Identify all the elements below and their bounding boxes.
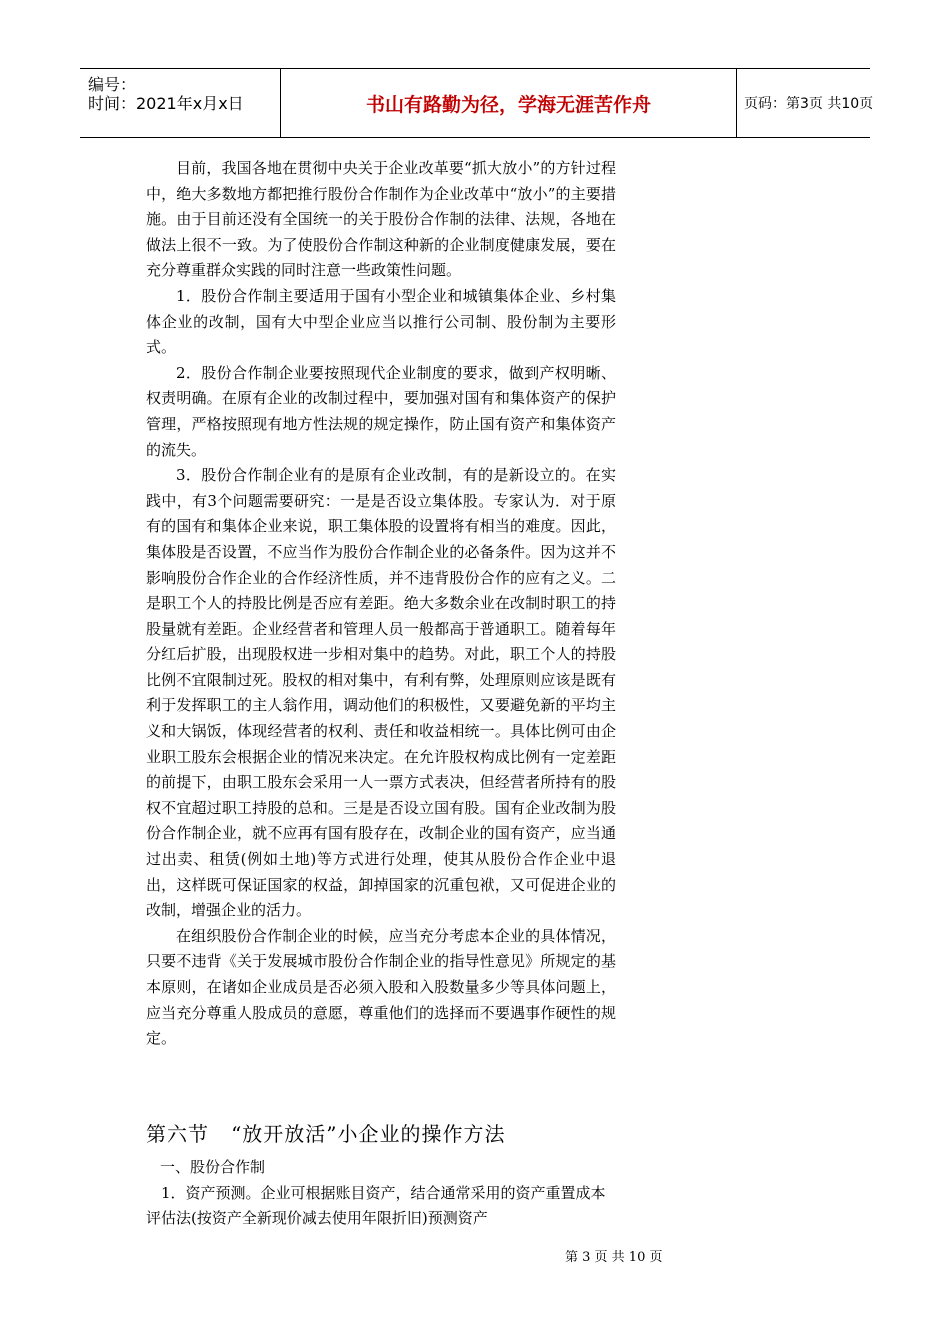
section-heading: 第六节 “放开放活”小企业的操作方法 — [146, 1122, 506, 1146]
body-paragraph: 目前，我国各地在贯彻中央关于企业改革要“抓大放小”的方针过程中，绝大多数地方都把推行股份合作制作为企业改革中“放小”的主要措施。由于目前还没有全国统一的关于股份合作制的法律、法规，各地在做法上很不一致。为了使股份合作制这种新的企业制度健康发展，要在充分尊重群众实践的同时注意一些政策性问题。 — [146, 159, 616, 280]
body-paragraph: 3．股份合作制企业有的是原有企业改制，有的是新设立的。在实践中，有3个问题需要研究：一是是否设立集体股。专家认为．对于原有的国有和集体企业来说，职工集体股的设置将有相当的难度。因此，集体股是否设置，不应当作为股份合作制企业的必备条件。因为这并不影响股份合作企业的合作经济性质，并不违背股份合作的应有之义。二是职工个人的持股比例是否应有差距。绝大多数余业在改制时职工的持股量就有差距。企业经营者和管理人员一般都高于普通职工。随着每年分红后扩股，出现股权进一步相对集中的趋势。对此，职工个人的持股比例不宜限制过死。股权的相对集中，有利有弊，处理原则应该是既有利于发挥职工的主人翁作用，调动他们的积极性，又要避免新的平均主义和大锅饭，体现经营者的权利、责任和收益相统一。具体比例可由企业职工股东会根据企业的情况来决定。在允许股权构成比例有一定差距的前提下，由职工股东会采用一人一票方式表决，但经营者所持有的股权不宜超过职工持股的总和。三是是否设立国有股。国有企业改制为股份合作制企业，就不应再有国有股存在，改制企业的国有资产，应当通过出卖、租赁(例如土地)等方式进行处理，使其从股份合作企业中退出，这样既可保证国家的权益，卸掉国家的沉重包袱，又可促进企业的改制，增强企业的活力。 — [146, 466, 616, 920]
body-paragraph: 2．股份合作制企业要按照现代企业制度的要求，做到产权明晰、权责明确。在原有企业的改制过程中，要加强对国有和集体资产的保护管理，严格按照现有地方性法规的规定操作，防止国有资产和集体资产的流失。 — [146, 363, 616, 459]
section-item: 1．资产预测。企业可根据账目资产，结合通常采用的资产重置成本评估法(按资产全新现价减去使用年限折旧)预测资产 — [146, 1183, 606, 1228]
section-content — [146, 1155, 616, 1232]
page-footer: 第 3 页 共 10 页 — [565, 1250, 663, 1265]
header-motto: 书山有路勤为径，学海无涯苦作舟 — [280, 69, 737, 137]
date-label: 时间：2021年x月x日 — [88, 94, 244, 113]
number-label: 编号： — [88, 75, 137, 94]
header-meta — [80, 69, 280, 137]
header-page-label: 页码：第3页 共10页 — [744, 96, 874, 112]
body-paragraph: 1．股份合作制主要适用于国有小型企业和城镇集体企业、乡村集体企业的改制，国有大中型企业应当以推行公司制、股份制为主要形式。 — [146, 286, 616, 357]
page-header — [80, 68, 874, 138]
section-subheading: 一、股份合作制 — [160, 1158, 266, 1176]
document-body — [146, 156, 616, 1052]
body-paragraph: 在组织股份合作制企业的时候，应当充分考虑本企业的具体情况，只要不违背《关于发展城市股份合作制企业的指导性意见》所规定的基本原则，在诸如企业成员是否必须入股和入股数量多少等具体问题上，应当充分尊重人股成员的意愿，尊重他们的选择而不要遇事作硬性的规定。 — [146, 926, 616, 1048]
